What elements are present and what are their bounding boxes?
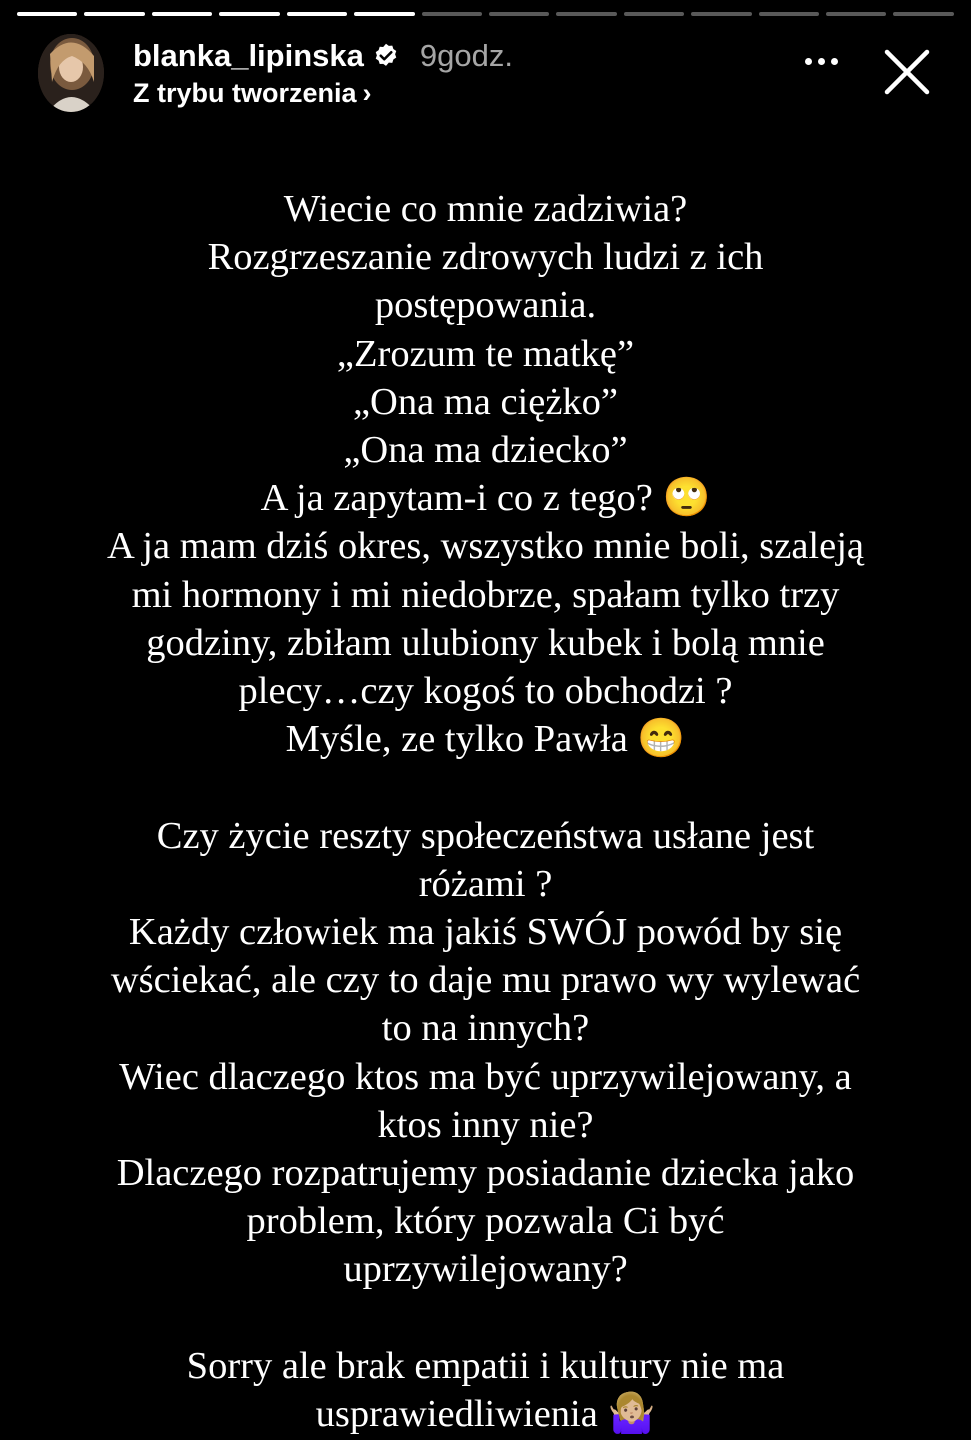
story-line: to na innych? bbox=[381, 1007, 590, 1050]
story-line: postępowania. bbox=[374, 284, 597, 327]
story-line: Dlaczego rozpatrujemy posiadanie dziecka jako bbox=[116, 1152, 855, 1195]
progress-segment bbox=[287, 12, 347, 16]
progress-segment bbox=[219, 12, 279, 16]
avatar-image bbox=[38, 34, 104, 112]
progress-segment bbox=[422, 12, 482, 16]
story-line: plecy…czy kogoś to obchodzi ? bbox=[238, 670, 733, 713]
avatar[interactable] bbox=[38, 34, 104, 112]
progress-segment bbox=[84, 12, 144, 16]
progress-segment bbox=[556, 12, 616, 16]
creation-mode-label: Z trybu tworzenia bbox=[133, 78, 357, 108]
progress-segment bbox=[17, 12, 77, 16]
story-line: „Zrozum te matkę” bbox=[336, 332, 635, 375]
username-row bbox=[133, 38, 513, 74]
creation-mode-link[interactable] bbox=[133, 78, 372, 109]
post-time: 9godz. bbox=[419, 38, 513, 73]
more-dot bbox=[818, 58, 825, 65]
story-line: Wiec dlaczego ktos ma być uprzywilejowany, a bbox=[119, 1055, 852, 1098]
progress-segment bbox=[759, 12, 819, 16]
story-line: Sorry ale brak empatii i kultury nie ma bbox=[186, 1344, 785, 1387]
progress-segment bbox=[152, 12, 212, 16]
story-line bbox=[40, 763, 931, 811]
story-line: A ja mam dziś okres, wszystko mnie boli, szaleją bbox=[106, 525, 864, 568]
story-line: wściekać, ale czy to daje mu prawo wy wylewać bbox=[110, 959, 861, 1002]
story-line: „Ona ma dziecko” bbox=[343, 429, 628, 472]
more-dot bbox=[831, 58, 838, 65]
story-header bbox=[38, 34, 931, 114]
progress-segment bbox=[354, 12, 414, 16]
progress-segment bbox=[893, 12, 953, 16]
story-line: Rozgrzeszanie zdrowych ludzi z ich bbox=[207, 236, 764, 279]
story-line: Myśle, ze tylko Pawła 😁 bbox=[285, 718, 686, 761]
story-line bbox=[40, 1294, 931, 1342]
story-line: Wiecie co mnie zadziwia? bbox=[283, 188, 688, 230]
story-line: Czy życie reszty społeczeństwa usłane jest bbox=[156, 814, 815, 857]
story-line: problem, który pozwala Ci być bbox=[246, 1200, 725, 1243]
progress-segment bbox=[826, 12, 886, 16]
more-dot bbox=[805, 58, 812, 65]
progress-segment bbox=[624, 12, 684, 16]
chevron-right-icon: › bbox=[362, 78, 372, 108]
story-line: uprzywilejowany? bbox=[343, 1248, 628, 1291]
progress-segment bbox=[489, 12, 549, 16]
story-line: mi hormony i mi niedobrze, spałam tylko trzy bbox=[131, 573, 840, 616]
username[interactable]: blanka_lipinska bbox=[133, 38, 364, 73]
more-options-icon[interactable] bbox=[801, 54, 841, 68]
story-line: różami ? bbox=[418, 862, 553, 905]
story-line: A ja zapytam-i co z tego? 🙄 bbox=[260, 477, 711, 520]
story-line: Każdy człowiek ma jakiś SWÓJ powód by się bbox=[128, 911, 843, 954]
verified-badge-icon bbox=[372, 42, 400, 70]
story-line: godziny, zbiłam ulubiony kubek i bolą mnie bbox=[146, 621, 825, 664]
story-progress-bar bbox=[17, 12, 954, 17]
progress-segment bbox=[691, 12, 751, 16]
story-text bbox=[40, 185, 931, 1438]
story-line: usprawiedliwienia 🤷🏼‍♀️ bbox=[315, 1393, 656, 1436]
close-icon[interactable] bbox=[881, 46, 933, 98]
story-line: ktos inny nie? bbox=[377, 1103, 594, 1146]
story-line: „Ona ma ciężko” bbox=[352, 380, 619, 423]
